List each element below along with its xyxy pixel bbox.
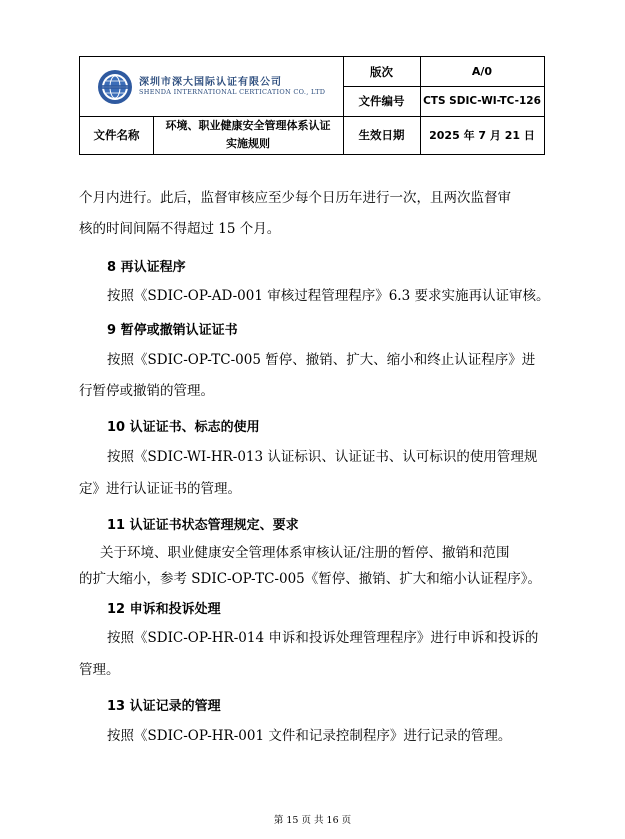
paragraph-line: 按照《SDIC-OP-HR-001 文件和记录控制程序》进行记录的管理。: [107, 728, 512, 744]
company-name-en: SHENDA INTERNATIONAL CERTICATION CO., LTD: [139, 87, 326, 96]
section-heading-10: 10 认证证书、标志的使用: [107, 420, 260, 435]
section-heading-8: 8 再认证程序: [107, 260, 186, 275]
paragraph-line: 按照《SDIC-OP-AD-001 审核过程管理程序》6.3 要求实施再认证审核。: [107, 288, 550, 304]
paragraph-line: 核的时间间隔不得超过 15 个月。: [79, 221, 281, 237]
doc-number-value: CTS SDIC-WI-TC-126: [423, 95, 541, 107]
section-heading-9: 9 暂停或撤销认证证书: [107, 323, 238, 338]
paragraph-line: 关于环境、职业健康安全管理体系审核认证/注册的暂停、撤销和范围: [100, 545, 510, 561]
paragraph-line: 按照《SDIC-OP-HR-014 申诉和投诉处理管理程序》进行申诉和投诉的: [107, 630, 539, 646]
effective-date-value: 2025 年 7 月 21 日: [429, 129, 535, 142]
section-heading-11: 11 认证证书状态管理规定、要求: [107, 518, 299, 533]
company-name-cn: 深圳市深大国际认证有限公司: [139, 76, 282, 88]
header-table: [79, 56, 545, 155]
doc-number-label: 文件编号: [358, 94, 405, 108]
version-value: A/0: [471, 65, 493, 78]
effective-date-label: 生效日期: [358, 128, 405, 142]
paragraph-line: 的扩大缩小，参考 SDIC-OP-TC-005《暂停、撤销、扩大和缩小认证程序》。: [79, 571, 541, 587]
doc-name-label: 文件名称: [93, 128, 140, 142]
section-heading-12: 12 申诉和投诉处理: [107, 602, 221, 617]
doc-name-value: 环境、职业健康安全管理体系认证实施规则: [165, 119, 331, 150]
paragraph-line: 按照《SDIC-WI-HR-013 认证标识、认证证书、认可标识的使用管理规: [107, 449, 538, 465]
paragraph-line: 定》进行认证证书的管理。: [79, 481, 241, 497]
company-logo: [80, 57, 343, 116]
version-label: 版次: [370, 64, 393, 79]
paragraph-line: 按照《SDIC-OP-TC-005 暂停、撤销、扩大、缩小和终止认证程序》进: [107, 352, 536, 368]
section-heading-13: 13 认证记录的管理: [107, 699, 221, 714]
paragraph-line: 管理。: [79, 662, 120, 678]
paragraph-line: 行暂停或撤销的管理。: [79, 383, 214, 399]
globe-logo-icon: [97, 69, 133, 105]
page-number: 第 15 页 共 16 页: [273, 815, 352, 826]
paragraph-line: 个月内进行。此后，监督审核应至少每个日历年进行一次，且两次监督审: [79, 190, 511, 206]
